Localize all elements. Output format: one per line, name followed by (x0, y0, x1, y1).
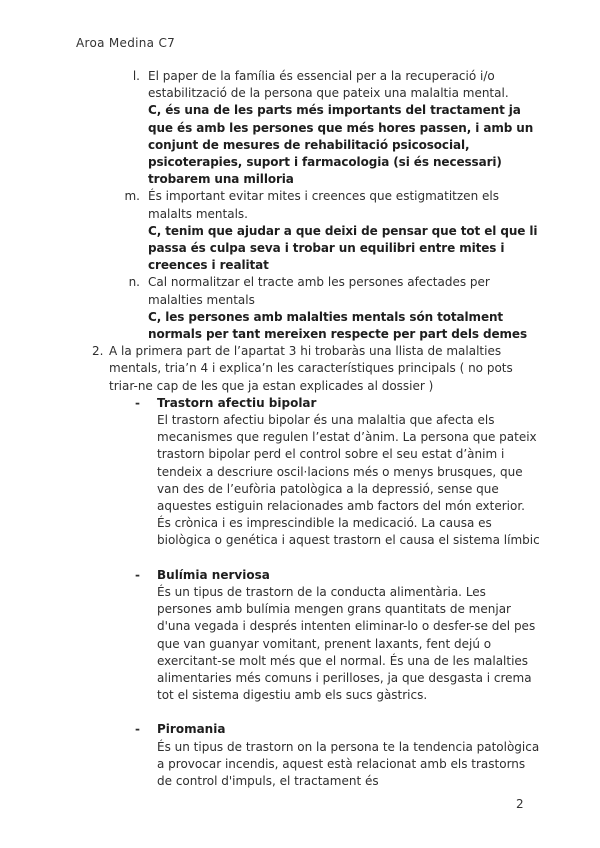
bullet-dash: - (135, 722, 140, 737)
disorder-title: Trastorn afectiu bipolar (157, 395, 317, 410)
question-number: 2. (92, 344, 104, 359)
disorder-title: Bulímia nerviosa (157, 567, 270, 582)
list-item-label: l. (132, 69, 140, 83)
disorder-description: És un tipus de trastorn de la conducta alimentària. Les persones amb bulímia mengen grans quantitats de menjar d'una vegada i després intenten eliminar-lo o desfer-se del pes que van guanyar vomitant, prenent laxants, fent dejú o exercitant-se molt més que el normal. És una de les malalties alimentaries més comuns i perilloses, ja que desgasta i crema tot el sistema digestiu amb els sucs gàstrics. (157, 584, 536, 703)
list-item-m (120, 188, 542, 274)
list-item-label: m. (124, 189, 140, 204)
list-item-l (120, 68, 542, 188)
list-item-statement: Cal normalitzar el tracte amb les persones afectades per malalties mentals (148, 275, 490, 307)
list-item-label: n. (128, 275, 140, 290)
list-item-statement: És important evitar mites i creences que estigmatitzen els malalts mentals. (148, 189, 499, 221)
question-2 (92, 343, 542, 790)
list-item-answer: C, tenim que ajudar a que deixi de pensar que tot el que li passa és culpa seva i trobar un equilibri entre mites i creences i realitat (148, 223, 538, 273)
bullet-dash: - (135, 395, 140, 410)
disorder-description: És un tipus de trastorn on la persona te la tendencia patològica a provocar incendis, aquest està relacionat amb els trastorns de control d'impuls, el tractament és (157, 739, 540, 788)
disorder-title: Piromania (157, 722, 226, 737)
page-header-author: Aroa Medina C7 (76, 36, 176, 50)
disorder-piromania (135, 721, 542, 790)
list-item-answer: C, les persones amb malalties mentals són totalment normals per tant mereixen respecte per part dels demes (148, 309, 527, 342)
bullet-dash: - (135, 567, 140, 582)
disorder-description: El trastorn afectiu bipolar és una malaltia que afecta els mecanismes que regulen l’estat d’ànim. La persona que pateix trastorn bipolar perd el control sobre el seu estat d’ànim i tendeix a descriure oscil·lacions més o menys brusques, que van des de l’eufòria patològica a la depressió, sense que aquestes estiguin relacionades amb factors del món exterior. És crònica i es imprescindible la medicació. La causa es biològica o genética i aquest trastorn el causa el sistema límbic (157, 413, 540, 548)
disorder-bulimia (135, 567, 542, 705)
list-item-n (120, 274, 542, 343)
page-number: 2 (516, 797, 524, 811)
list-item-answer: C, és una de les parts més importants del tractament ja que és amb les persones que més hores passen, i amb un conjunt de mesures de rehabilitació psicosocial, psicoterapies, suport i farmacologia (si és necessari) trobarem una milloria (148, 103, 534, 187)
document-body (92, 68, 542, 790)
disorder-bipolar (135, 395, 542, 550)
list-item-statement: El paper de la família és essencial per a la recuperació i/o estabilització de la persona que pateix una malaltia mental. (148, 69, 509, 101)
question-text: A la primera part de l’apartat 3 hi trobaràs una llista de malalties mentals, tria’n 4 i explica’n les característiques principals ( no pots triar-ne cap de les que ja estan explicades al dossier ) (109, 344, 513, 393)
